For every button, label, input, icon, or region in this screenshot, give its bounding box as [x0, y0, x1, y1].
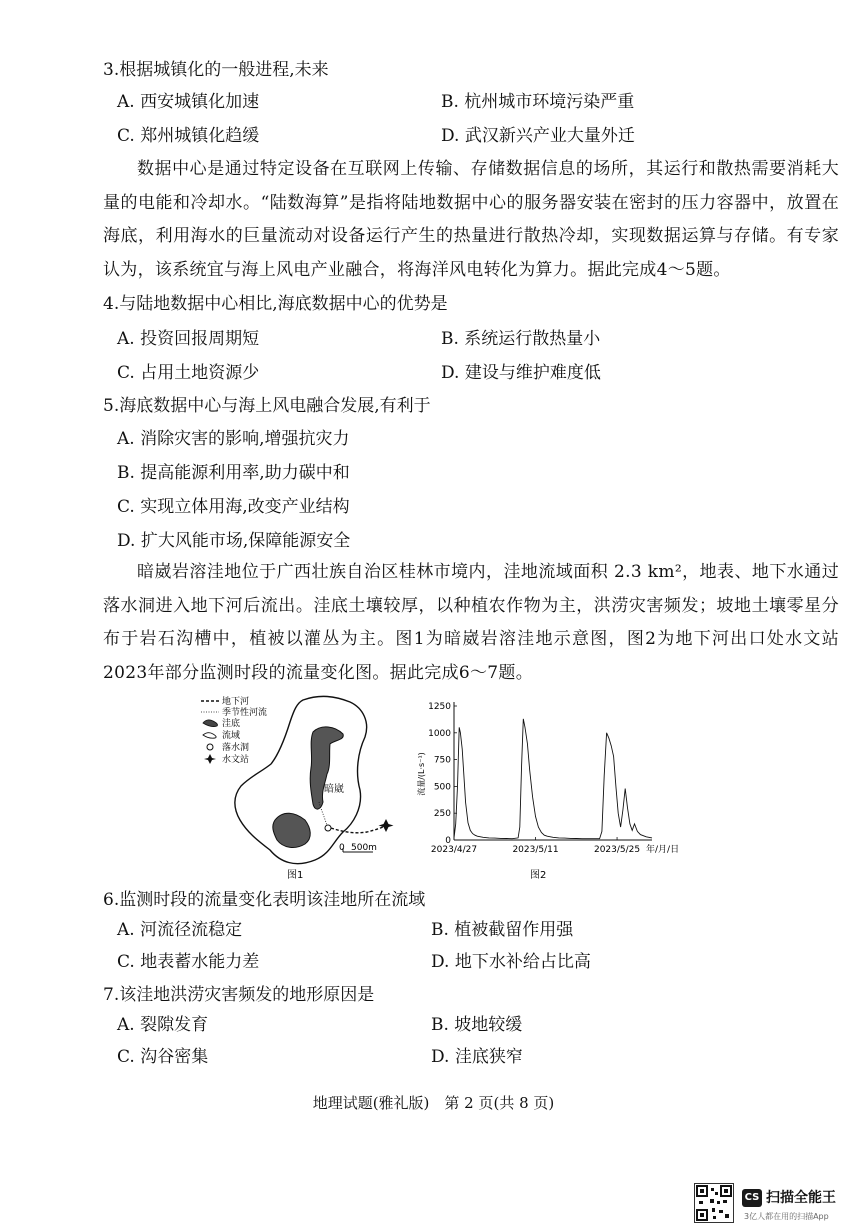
- fig1-caption: 图1: [287, 870, 304, 881]
- page-footer: 地理试题(雅礼版) 第 2 页(共 8 页): [312, 1094, 555, 1112]
- x-tick-label: 2023/4/27: [430, 845, 478, 855]
- q4-option-b: B. 系统运行散热量小: [441, 329, 601, 349]
- legend-sinkhole: 落水洞: [222, 743, 250, 753]
- q7-option-d: D. 洼底狭窄: [431, 1047, 523, 1067]
- q7-option-b: B. 坡地较缓: [431, 1015, 523, 1035]
- q5-stem: 5.海底数据中心与海上风电融合发展,有利于: [103, 396, 431, 416]
- q5-option-a: A. 消除灾害的影响,增强抗灾力: [117, 429, 350, 449]
- y-axis-label: 流量/(L·s⁻¹): [417, 752, 426, 796]
- q6-option-d: D. 地下水补给占比高: [431, 952, 591, 972]
- y-tick-label: 250: [433, 809, 451, 820]
- scale-label: 500m: [351, 843, 377, 853]
- q3-option-d: D. 武汉新兴产业大量外迁: [441, 126, 635, 146]
- q4-option-c: C. 占用土地资源少: [117, 363, 260, 383]
- y-tick-label: 750: [433, 755, 451, 766]
- place-label-anwai: 暗崴: [324, 784, 344, 795]
- legend-basin: 流域: [222, 731, 241, 741]
- fig1-legend: [201, 695, 267, 765]
- fig2-chart: [410, 692, 685, 882]
- q7-stem: 7.该洼地洪涝灾害频发的地形原因是: [103, 985, 375, 1005]
- scanner-slogan: 3亿人都在用的扫描App: [744, 1212, 829, 1221]
- x-axis-label: 年/月/日: [646, 845, 680, 855]
- fig1-map: [195, 692, 410, 882]
- legend-underground-river: 地下河: [222, 697, 250, 707]
- depression-floor-upper: [310, 727, 343, 809]
- legend-hydro-station: 水文站: [222, 755, 250, 765]
- q4-option-d: D. 建设与维护难度低: [441, 363, 601, 383]
- q6-stem: 6.监测时段的流量变化表明该洼地所在流域: [103, 890, 426, 910]
- legend-station-symbol: [204, 754, 216, 764]
- y-tick-label: 500: [433, 782, 451, 793]
- x-tick-label: 2023/5/25: [593, 845, 641, 855]
- passage-karst: 暗崴岩溶洼地位于广西壮族自治区桂林市境内，洼地流域面积 2.3 km²，地表、地下水通过落水洞进入地下河后流出。洼底土壤较厚，以种植农作物为主，洪涝灾害频发；坡地土壤零星分布于岩石沟槽中，植被以灌丛为主。图1为暗崴岩溶洼地示意图，图2为地下河出口处水文站2023年部分监测时段的流量变化图。据此完成6～7题。: [103, 562, 839, 683]
- q3-option-c: C. 郑州城镇化趋缓: [117, 126, 260, 146]
- q5-option-b: B. 提高能源利用率,助力碳中和: [117, 463, 350, 483]
- y-tick-label: 1250: [428, 702, 451, 712]
- series-line-discharge: [454, 719, 652, 839]
- q3-option-a: A. 西安城镇化加速: [117, 92, 260, 112]
- q4-option-a: A. 投资回报周期短: [117, 329, 260, 349]
- q5-option-d: D. 扩大风能市场,保障能源安全: [117, 531, 351, 551]
- hydro-station-marker: [379, 819, 394, 832]
- y-tick-label: 1000: [428, 728, 451, 739]
- figures: [195, 692, 685, 882]
- legend-depression-floor: 洼底: [222, 719, 241, 729]
- q6-option-c: C. 地表蓄水能力差: [117, 952, 260, 972]
- q7-option-c: C. 沟谷密集: [117, 1047, 209, 1067]
- x-tick-label: 2023/5/11: [512, 845, 559, 855]
- legend-seasonal-river: 季节性河流: [222, 708, 268, 718]
- legend-depression-symbol: [203, 720, 218, 727]
- q4-stem: 4.与陆地数据中心相比,海底数据中心的优势是: [103, 294, 448, 314]
- q3-stem: 3.根据城镇化的一般进程,未来: [103, 60, 329, 80]
- q3-option-b: B. 杭州城市环境污染严重: [441, 92, 635, 112]
- q7-option-a: A. 裂隙发育: [117, 1015, 209, 1035]
- qr-code-icon: [694, 1183, 734, 1223]
- y-tick-label: 0: [445, 836, 451, 846]
- y-ticks: [428, 702, 457, 846]
- scale-zero: 0: [339, 843, 345, 853]
- q6-option-a: A. 河流径流稳定: [117, 920, 243, 940]
- fig2-caption: 图2: [530, 870, 547, 881]
- q5-option-c: C. 实现立体用海,改变产业结构: [117, 497, 350, 517]
- q6-option-b: B. 植被截留作用强: [431, 920, 574, 940]
- passage-data-center: 数据中心是通过特定设备在互联网上传输、存储数据信息的场所，其运行和散热需要消耗大量的电能和冷却水。“陆数海算”是指将陆地数据中心的服务器安装在密封的压力容器中，放置在海底，利用海水的巨量流动对设备运行产生的热量进行散热冷却，实现数据运算与存储。有专家认为，该系统宜与海上风电产业融合，将海洋风电转化为算力。据此完成4～5题。: [103, 159, 839, 280]
- sinkhole-marker: [325, 825, 331, 831]
- legend-basin-symbol: [203, 733, 216, 738]
- cs-logo-icon: CS: [742, 1189, 762, 1207]
- scanner-brand: 扫描全能王: [766, 1190, 836, 1206]
- legend-sinkhole-symbol: [207, 744, 213, 750]
- depression-floor-lower: [273, 813, 310, 847]
- underground-river: [331, 826, 385, 833]
- scanner-watermark: [694, 1183, 864, 1223]
